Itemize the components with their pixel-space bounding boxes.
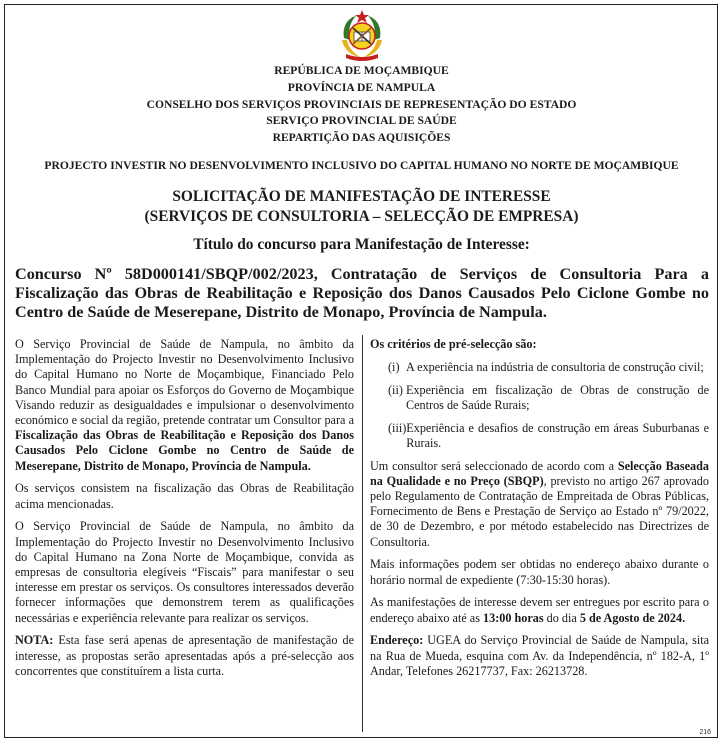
invitation-paragraph: O Serviço Provincial de Saúde de Nampula, no âmbito da Implementação do Projecto Investir no Desenvolvimento Inclusivo do Capital Humano na Zona Norte de Moçambique, convida as empresas de consultoria elegíveis “Fiscais” para manifestar o seu interesse em prestar os serviços. Os consultores interessados deverão fornecer informações que demonstrem terem as qualificações necessárias e experiência relevante para realizar os serviços. [15, 519, 354, 625]
header-province: PROVÍNCIA DE NAMPULA [287, 80, 436, 94]
note-label: NOTA: [15, 633, 54, 648]
solicitation-line2: (SERVIÇOS DE CONSULTORIA – SELECÇÃO DE EMPRESA) [144, 208, 579, 225]
address-paragraph: Endereço: UGEA do Serviço Provincial de Saúde de Nampula, sita na Rua de Mueda, esquina com Av. da Independência, nº 182-A, 1º Andar, Telefones 26217737, Fax: 26213728. [370, 633, 709, 678]
header-council: CONSELHO DOS SERVIÇOS PROVINCIAIS DE REPRESENTAÇÃO DO ESTADO [146, 97, 577, 111]
criteria-heading: Os critérios de pré-selecção são: [370, 337, 537, 351]
solicitation-line1: SOLICITAÇÃO DE MANIFESTAÇÃO DE INTERESSE [172, 188, 551, 205]
project-title: PROJECTO INVESTIR NO DESENVOLVIMENTO INCLUSIVO DO CAPITAL HUMANO NO NORTE DE MOÇAMBIQUE [44, 159, 679, 172]
note-paragraph: NOTA: Esta fase será apenas de apresentação de manifestação de interesse, as propostas serão apresentadas após a pré-selecção aos concorrentes que constituírem a lista curta. [15, 633, 354, 678]
criteria-item: (iii) Experiência e desafios de construção em áreas Suburbanas e Rurais. [388, 420, 709, 450]
services-paragraph: Os serviços consistem na fiscalização das Obras de Reabilitação acima mencionadas. [15, 481, 354, 511]
address-label: Endereço: [370, 633, 424, 648]
solicitation-title [0, 187, 723, 227]
right-column [370, 337, 709, 687]
criteria-item: (ii) Experiência em fiscalização de Obras de construção de Centros de Saúde Rurais; [388, 382, 709, 412]
mozambique-emblem-icon [336, 8, 388, 62]
header-block [0, 63, 723, 147]
intro-bold-text: Fiscalização das Obras de Reabilitação e Reposição dos Danos Causados Pelo Ciclone Gombe no Centro de Saúde de Meserepane, Distrito de Monapo, Província de Nampula. [15, 428, 354, 473]
info-paragraph: Mais informações podem ser obtidas no endereço abaixo durante o horário normal de expediente (7:30-15:30 horas). [370, 557, 709, 587]
left-column [15, 337, 354, 687]
intro-paragraph: O Serviço Provincial de Saúde de Nampula, no âmbito da Implementação do Projecto Investir no Desenvolvimento Inclusivo do Capital Humano no Norte de Moçambique, Financiado Pelo Banco Mundial para apoiar os Esforços do Governo de Moçambique Visando reduzir as desigualdades e impulsionar o desenvolvimento económico e social da região, pretende contratar um Consultor para a Fiscalização das Obras de Reabilitação e Reposição dos Danos Causados Pelo Ciclone Gombe no Centro de Saúde de Meserepane, Distrito de Monapo, Província de Nampula. [15, 337, 354, 473]
contest-title-label: Título do concurso para Manifestação de Interesse: [193, 236, 530, 253]
header-health-service: SERVIÇO PROVINCIAL DE SAÚDE [266, 114, 457, 128]
header-republic: REPÚBLICA DE MOÇAMBIQUE [274, 64, 449, 77]
delivery-paragraph: As manifestações de interesse devem ser entregues por escrito para o endereço abaixo até as 13:00 horas do dia 5 de Agosto de 2024. [370, 595, 709, 625]
page-number: 216 [699, 729, 711, 736]
selection-paragraph: Um consultor será seleccionado de acordo com a Selecção Baseada na Qualidade e no Preço (SBQP), previsto no artigo 267 aprovado pelo Regulamento de Contratação de Empreitada de Obras Públicas, Fornecimento de Bens e Prestação de Serviço ao Estado nº 79/2022, de 30 de Dezembro, e por método estabelecido nas Directrizes de Consultoria. [370, 458, 709, 549]
header-procurement: REPARTIÇÃO DAS AQUISIÇÕES [272, 131, 451, 145]
contest-name: Concurso Nº 58D000141/SBQP/002/2023, Contratação de Serviços de Consultoria Para a Fiscalização das Obras de Reabilitação e Reposição dos Danos Causados Pelo Ciclone Gombe no Centro de Saúde de Meserepane, Distrito de Monapo, Província de Nampula. [15, 265, 709, 321]
column-divider [362, 335, 363, 732]
criteria-item: (i) A experiência na indústria de consultoria de construção civil; [388, 359, 704, 374]
